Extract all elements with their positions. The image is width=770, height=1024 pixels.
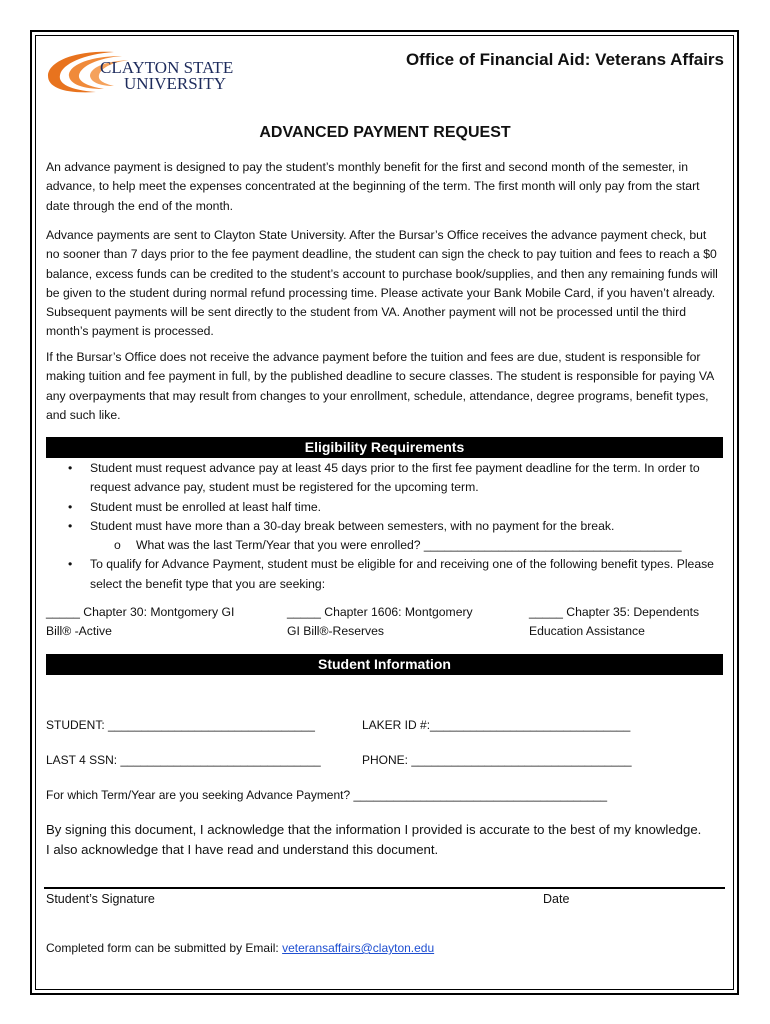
term-year-field[interactable]: For which Term/Year are you seeking Advance Payment? ______________________________________ bbox=[46, 788, 608, 802]
logo-line2: UNIVERSITY bbox=[124, 74, 226, 93]
submission-note: Completed form can be submitted by Email: veteransaffairs@clayton.edu bbox=[46, 941, 435, 955]
list-subitem[interactable]: o What was the last Term/Year that you were enrolled? ______________________________________ bbox=[46, 536, 722, 555]
student-name-field[interactable]: STUDENT: _______________________________ bbox=[46, 718, 315, 732]
laker-id-field[interactable]: LAKER ID #:______________________________ bbox=[362, 718, 631, 732]
bullet-icon: • bbox=[68, 557, 73, 572]
acknowledgement-text: By signing this document, I acknowledge that the information I provided is accurate to the best of my knowledge. I also acknowledge that I have read and understand this document. bbox=[46, 822, 702, 857]
document-title: ADVANCED PAYMENT REQUEST bbox=[259, 124, 511, 141]
paragraph-responsibility: If the Bursar’s Office does not receive the advance payment before the tuition and fees are due, student is responsible for making tuition and fee payment in full, by the published deadline to secure classes. The student is responsible for paying VA any overpayments that may result from changes to your enrollment, schedule, attendance, degree programs, benefit types, and such like. bbox=[46, 350, 714, 422]
clayton-state-logo bbox=[44, 46, 259, 98]
eligibility-heading-bar: Eligibility Requirements bbox=[46, 437, 723, 458]
bullet-icon: • bbox=[68, 518, 73, 533]
signature-line[interactable] bbox=[44, 887, 725, 889]
eligibility-list bbox=[46, 459, 722, 594]
student-info-heading-bar: Student Information bbox=[46, 654, 723, 675]
list-item: • Student must request advance pay at least 45 days prior to the first fee payment deadline for the term. In order to request advance pay, student must be registered for the upcoming term. bbox=[68, 461, 700, 495]
phone-field[interactable]: PHONE: _________________________________ bbox=[362, 753, 632, 767]
ssn-field[interactable]: LAST 4 SSN: ______________________________ bbox=[46, 753, 321, 767]
logo-line1: CLAYTON STATE bbox=[100, 58, 234, 77]
list-item: • Student must be enrolled at least half time. bbox=[46, 498, 722, 517]
paragraph-disbursement: Advance payments are sent to Clayton State University. After the Bursar’s Office receives the advance payment check, but no sooner than 7 days prior to the fee payment deadline, the student can sign the check to pay tuition and fees to reach a $0 balance, excess funds can be credited to the student’s account to purchase book/supplies, and then any remaining funds will be given to the student during normal refund processing time. Please activate your Bank Mobile Card, if you haven’t already. Subsequent payments will be sent directly to the student from VA. Another payment will not be processed until the third month’s payment is processed. bbox=[46, 228, 718, 339]
benefit-option-chapter1606[interactable]: _____ Chapter 1606: Montgomery GI Bill®-Reserves bbox=[287, 605, 473, 638]
paragraph-intro: An advance payment is designed to pay the student’s monthly benefit for the first and second month of the semester, in advance, to help meet the expenses concentrated at the beginning of the term. The first month will only pay from the start date through the end of the month. bbox=[46, 160, 700, 213]
list-item: • To qualify for Advance Payment, student must be eligible for and receiving one of the following benefit types. Please select the benefit type that you are seeking: bbox=[68, 557, 714, 591]
office-title: Office of Financial Aid: Veterans Affairs bbox=[405, 50, 724, 69]
benefit-option-chapter35[interactable]: _____ Chapter 35: Dependents Education Assistance bbox=[529, 605, 700, 638]
email-link[interactable]: veteransaffairs@clayton.edu bbox=[282, 941, 435, 955]
bullet-icon: • bbox=[68, 461, 73, 475]
signature-label: Student’s Signature bbox=[46, 892, 155, 906]
list-item: • Student must have more than a 30-day break between semesters, with no payment for the break. bbox=[46, 517, 722, 536]
bullet-icon: • bbox=[68, 499, 73, 514]
sub-bullet-icon: o bbox=[114, 538, 121, 553]
benefit-option-chapter30[interactable]: _____ Chapter 30: Montgomery GI Bill® -Active bbox=[46, 605, 235, 638]
date-label: Date bbox=[543, 892, 570, 906]
